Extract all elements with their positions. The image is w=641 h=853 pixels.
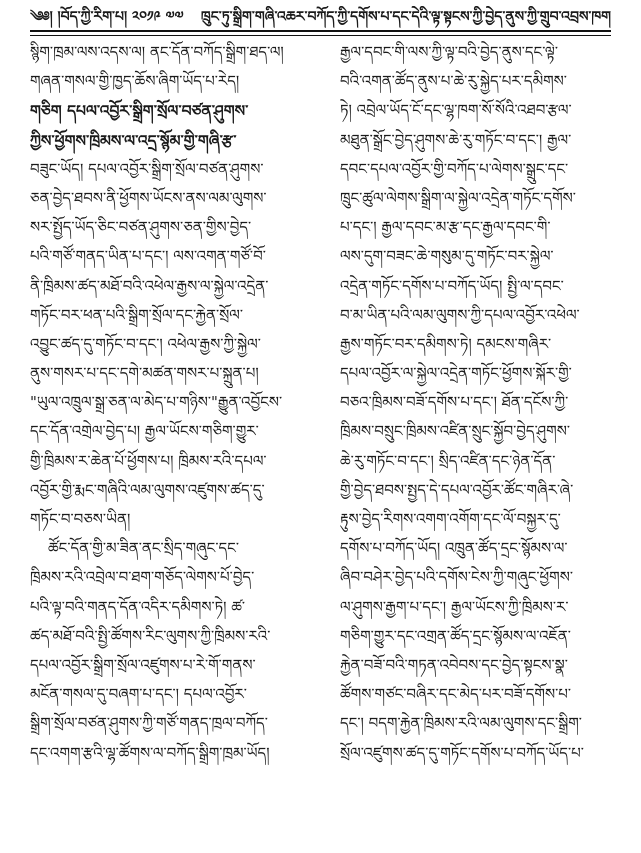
running-title: ༄༅། །བོད་ཀྱི་རིག་པ། ༢༠༡༩ ༧༧ — [30, 9, 184, 25]
text-line: "ཡུལ་འཁྲུལ་སྒྲ་ཅན་ལ་མེད་པ་གཉིས་"རྒྱུན་འབྱོངས་ — [30, 393, 283, 412]
text-line: ནུས་གསར་པ་དང་དགེ་མཚན་གསར་པ་སྐྲུན་པ། — [30, 364, 259, 383]
text-line: གཏོང་བ་བཅས་ཡིན། — [30, 510, 131, 528]
text-line: གཏོང་བར་ཕན་པའི་སྒྲིག་སྲོལ་དང་རྐྱེན་སྲོལ་ — [30, 305, 244, 324]
text-line: གཞན་གསལ་གྱི་ཁྱད་ཆོས་ཞིག་ཡོད་པ་རེད། — [30, 72, 240, 91]
text-line: ཆེ་རུ་གཏོང་བ་དང་། སྲིད་འཛིན་དང་ཉེན་དོན་ — [340, 451, 556, 470]
text-line: དཔལ་འབྱོར་ལ་སྐྱེལ་འདྲེན་གཏོང་ཕྱོགས་སྐོར་གྱི་ — [340, 364, 572, 383]
text-line: སར་སྤྱོད་ཡོད་ཅིང་བཙན་ཤུགས་ཅན་གྱིས་བྱེད་ — [30, 218, 252, 237]
text-line: ཚོགས་གཙང་བཞིར་དང་མེད་པར་བཟོ་དགོས་པ་ — [340, 685, 572, 704]
right-column — [340, 38, 608, 848]
text-line: པའི་ལྟ་བའི་གནད་དོན་འདིར་དམིགས་ཏེ། ཚ་ — [30, 597, 246, 616]
text-line: རྐྱེན་བཟོ་བའི་གཏན་འབེབས་དང་བྱེད་སྟངས་སྣ་ — [340, 655, 568, 674]
left-column — [30, 38, 298, 848]
text-line: གྱི་བྱེད་ཐབས་སྤྱད་དེ་དཔལ་འབྱོར་ཚོང་གཞིར་ཞེ་ — [340, 480, 574, 499]
text-line: སྒྲིག་སྲོལ་བཙན་ཤུགས་ཀྱི་གཙོ་གནད་ཁྲལ་བཀོད་ — [30, 714, 268, 733]
text-line: ནི་ཁྲིམས་ཚད་མཐོ་བའི་འཕེལ་རྒྱས་ལ་སྐྱེལ་འདྲེན་ — [30, 276, 269, 295]
text-line: བཅའ་ཁྲིམས་བཟོ་དགོས་པ་དང་། ཐོན་དངོས་ཀྱི་ — [340, 393, 569, 412]
text-line: དང་། བདག་རྐྱེན་ཁྲིམས་རའི་ལམ་ལུགས་དང་སྒྲིག་ — [340, 714, 582, 733]
text-line: བཟུང་ཡོད། དཔལ་འབྱོར་སྒྲིག་སྲོལ་བཙན་ཤུགས་ — [30, 159, 264, 178]
text-line: ཚད་མཐོ་བའི་སྤྱི་ཚོགས་རིང་ལུགས་ཀྱི་ཁྲིམས་རའི་ — [30, 626, 271, 645]
text-line: དང་འགག་རྩའི་ལྷ་ཚོགས་ལ་བཀོད་སྒྲིག་ཁྲམ་ཡོད། — [30, 743, 270, 762]
text-line: རྟུས་བྱེད་རིགས་འགག་འགོག་དང་ལོ་བསྐྱར་དུ་ — [340, 510, 561, 528]
text-line: རྒྱལ་དབང་གི་ལས་ཀྱི་ལྟ་བའི་བྱེད་ནུས་དང་ལྟེ་ — [340, 43, 559, 61]
text-line: དགོས་པ་བཀོད་ཡོད། འཁྲུན་ཚོད་དྲང་སྙོམས་ལ་ — [340, 539, 568, 558]
text-line: འབྱུང་ཚད་དུ་གཏོང་བ་དང་། འཕེལ་རྒྱས་ཀྱི་སྐྱེལ་ — [30, 334, 261, 353]
text-line: བའི་འགན་ཚོད་ནུས་པ་ཆེ་རུ་སྐྱེད་པར་དམིགས་ — [340, 72, 567, 91]
text-line: གཅིག་གྱུར་དང་འགྲན་ཚོད་དྲང་སྙོམས་ལ་འཇོན་ — [340, 626, 571, 645]
text-line: མཐུན་སྒྲོང་བྱེད་ཤུགས་ཆེ་རུ་གཏོང་བ་དང་། རྒྱལ་ — [340, 130, 572, 149]
text-line: ཁྲིམས་བསྲུང་ཁྲིམས་འཛིན་སྲུང་སྐྱོབ་བྱེད་ཤུགས་ — [340, 422, 570, 441]
text-line: ཁྲིམས་རའི་འབྲེལ་བ་ཐག་གཅོད་ལེགས་པོ་བྱེད་ — [30, 568, 255, 587]
text-line: མངོན་གསལ་དུ་བཞག་པ་དང་། དཔལ་འབྱོར་ — [30, 685, 247, 704]
text-line: པའི་གཙོ་གནད་ཡིན་པ་དང་། ལས་འགན་གཙོ་བོ་ — [30, 247, 266, 266]
text-line: འབྱོར་གྱི་རྨང་གཞིའི་ལམ་ལུགས་འཛུགས་ཚད་དུ་ — [30, 480, 265, 499]
text-line: དབང་དཔལ་འབྱོར་གྱི་བཀོད་པ་ལེགས་སྒྲུང་དང་ — [340, 159, 569, 178]
text-line: ཞིབ་བཤེར་བྱེད་པའི་དགོས་ངེས་ཀྱི་གཞུང་ཕྱོགས་ — [340, 568, 573, 587]
text-line: གྱི་ཁྲིམས་ར་ཆེན་པོ་ཕྱོགས་པ། ཁྲིམས་རའི་དཔལ་ — [30, 451, 267, 470]
text-line: ཅན་བྱེད་ཐབས་ནི་ཕྱོགས་ཡོངས་ནས་ལམ་ལུགས་ — [30, 188, 267, 207]
section-heading-line: གཅིག དཔལ་འབྱོར་སྒྲིག་སྲོལ་བཙན་ཤུགས་ — [30, 101, 249, 121]
text-line: པ་དང་། རྒྱལ་དབང་མ་རྩ་དང་རྒྱལ་དབང་གི་ — [340, 218, 551, 237]
text-line: དཔལ་འབྱོར་སྒྲིག་སྲོལ་འཛུགས་པ་རེ་གོ་གནས་ — [30, 655, 256, 674]
text-line: ཚོང་དོན་གྱི་མ་ཟིན་ནང་སྲིད་གཞུང་དང་ — [48, 539, 239, 558]
header-rule-thick — [30, 30, 611, 32]
section-heading-line: ཀྱིས་ཕྱོགས་ཁྲིམས་ལ་འདྲ་སྙོམ་གྱི་གཞི་རྩ་ — [30, 130, 237, 150]
text-line: སྲོལ་འཛུགས་ཚད་དུ་གཏོང་དགོས་པ་བཀོད་ཡོད་པ་ — [340, 743, 584, 762]
text-line: རྒྱས་གཏོང་བར་དམིགས་ཏེ། དམངས་གཞིར་ — [340, 334, 552, 353]
text-line: སྙིག་ཁྲམ་ལས་འདས་ལ། ནང་དོན་བཀོད་སྒྲིག་ཐད་ལ། — [30, 43, 284, 61]
text-line: ཁྲུང་ཚུལ་ལེགས་སྒྲིག་ལ་སྐྱེལ་འདྲེན་གཏོང་དགོས་ — [340, 188, 576, 207]
text-line: ལ་ཤུགས་རྒྱག་པ་དང་། རྒྱལ་ཡོངས་ཀྱི་ཁྲིམས་ར་ — [340, 597, 569, 616]
page-header — [30, 6, 611, 30]
text-line: བ་མ་ཡིན་པའི་ལམ་ལུགས་ཀྱི་དཔལ་འབྱོར་འཕེལ་ — [340, 305, 580, 324]
text-line: འདྲེན་གཏོང་དགོས་པ་བཀོད་ཡོད། སྤྱི་ལ་དབང་ — [340, 276, 564, 295]
header-title: ཁྲུང་ཏུ་སྒྲིག་གཞི་འཆར་བཀོད་ཀྱི་དགོས་པ་དང་དེའི་ལྟ་སྟངས་ཀྱི་བྱེད་ནུས་ཀྱི་གྲུབ་འབྲས་ཁག — [200, 9, 611, 25]
text-line: དང་དོན་འགྲེལ་བྱེད་པ། རྒྱལ་ཡོངས་གཅིག་གྱུར་ — [30, 422, 259, 441]
text-line: ལས་དུག་བཟང་ཆེ་གསུམ་དུ་གཏོང་བར་སྐྱེལ་ — [340, 247, 554, 266]
header-rule-thin — [30, 35, 611, 36]
text-line: ཏེ། འབྲེལ་ཡོད་ངོ་དང་ལྷ་ཁག་སོ་སོའི་འཐབ་རྩལ་ — [340, 101, 572, 120]
